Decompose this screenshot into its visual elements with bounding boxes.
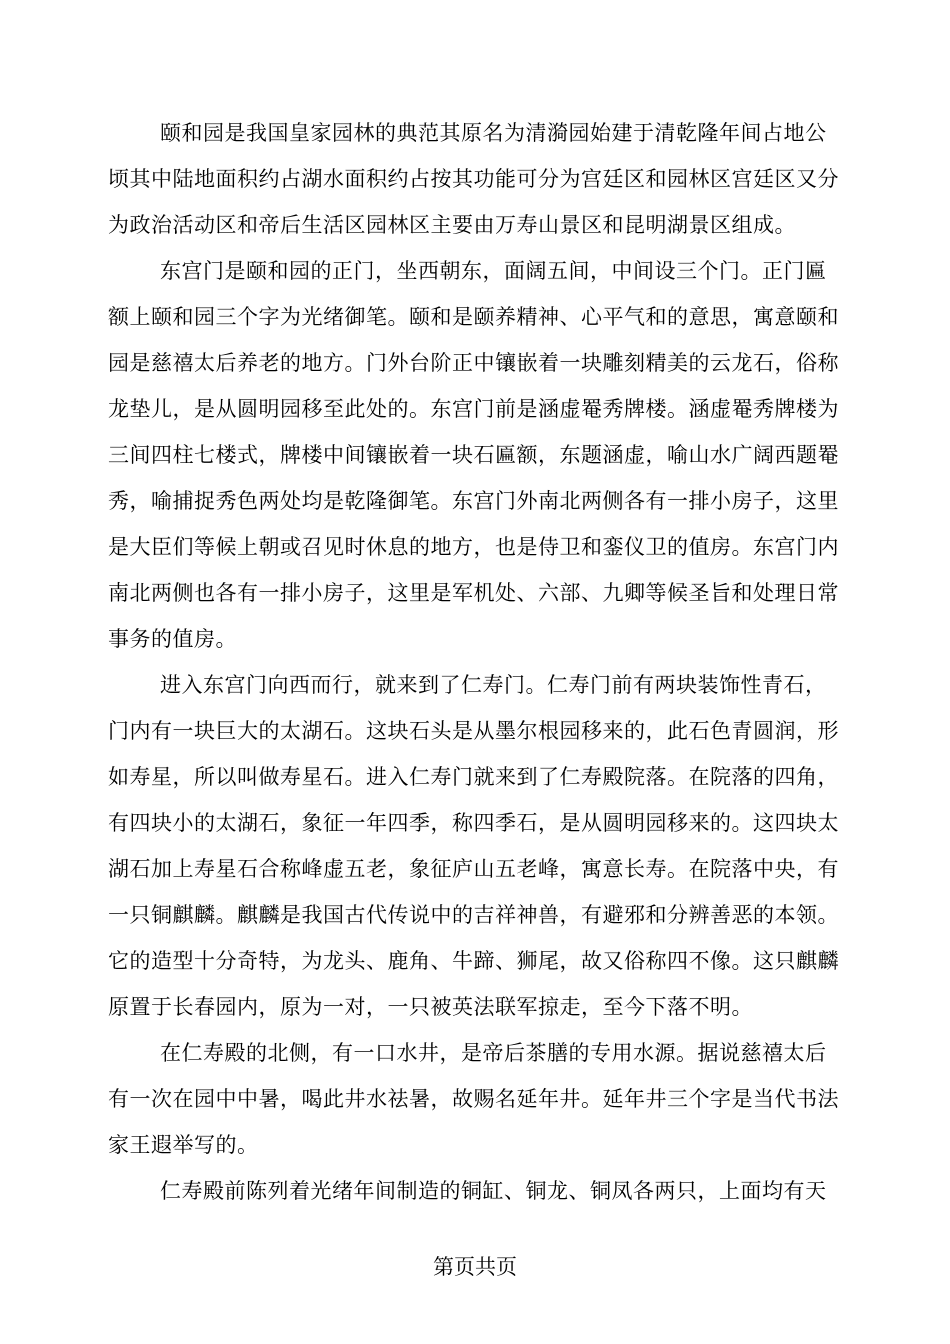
text-line: 园是慈禧太后养老的地方。门外台阶正中镶嵌着一块雕刻精美的云龙石，俗称 [108,351,839,375]
text-line: 它的造型十分奇特，为龙头、鹿角、牛蹄、狮尾，故又俗称四不像。这只麒麟 [108,949,839,973]
text-line: 颐和园是我国皇家园林的典范其原名为清漪园始建于清乾隆年间占地公 [160,121,827,145]
text-line: 门内有一块巨大的太湖石。这块石头是从墨尔根园移来的，此石色青圆润，形 [108,719,839,743]
text-line: 有四块小的太湖石，象征一年四季，称四季石，是从圆明园移来的。这四块太 [108,811,839,835]
text-line: 家王遐举写的。 [108,1133,259,1157]
paragraph-2 [108,248,838,662]
page-footer: 第页共页 [433,1255,517,1279]
text-line: 是大臣们等候上朝或召见时休息的地方，也是侍卫和銮仪卫的值房。东宫门内 [108,535,839,559]
text-line: 龙垫儿，是从圆明园移至此处的。东宫门前是涵虚罨秀牌楼。涵虚罨秀牌楼为 [108,397,839,421]
text-line: 额上颐和园三个字为光绪御笔。颐和是颐养精神、心平气和的意思，寓意颐和 [108,305,839,329]
text-line: 东宫门是颐和园的正门，坐西朝东，面阔五间，中间设三个门。正门匾 [160,259,827,283]
document-body [108,110,838,1214]
text-line: 为政治活动区和帝后生活区园林区主要由万寿山景区和昆明湖景区组成。 [108,213,796,237]
text-line: 如寿星，所以叫做寿星石。进入仁寿门就来到了仁寿殿院落。在院落的四角， [108,765,839,789]
text-line: 事务的值房。 [108,627,237,651]
text-line: 原置于长春园内，原为一对，一只被英法联军掠走，至今下落不明。 [108,995,753,1019]
text-line: 有一次在园中中暑，喝此井水祛暑，故赐名延年井。延年井三个字是当代书法 [108,1087,839,1111]
paragraph-1 [108,110,838,248]
paragraph-4 [108,1030,838,1168]
text-line: 秀，喻捕捉秀色两处均是乾隆御笔。东宫门外南北两侧各有一排小房子，这里 [108,489,839,513]
text-line: 仁寿殿前陈列着光绪年间制造的铜缸、铜龙、铜凤各两只，上面均有天 [160,1179,827,1203]
paragraph-5 [108,1168,838,1214]
text-line: 顷其中陆地面积约占湖水面积约占按其功能可分为宫廷区和园林区宫廷区又分 [108,167,839,191]
text-line: 南北两侧也各有一排小房子，这里是军机处、六部、九卿等候圣旨和处理日常 [108,581,839,605]
text-line: 一只铜麒麟。麒麟是我国古代传说中的吉祥神兽，有避邪和分辨善恶的本领。 [108,903,839,927]
text-line: 湖石加上寿星石合称峰虚五老，象征庐山五老峰，寓意长寿。在院落中央，有 [108,857,839,881]
text-line: 三间四柱七楼式，牌楼中间镶嵌着一块石匾额，东题涵虚，喻山水广阔西题罨 [108,443,839,467]
text-line: 在仁寿殿的北侧，有一口水井，是帝后茶膳的专用水源。据说慈禧太后 [160,1041,827,1065]
paragraph-3 [108,662,838,1030]
text-line: 进入东宫门向西而行，就来到了仁寿门。仁寿门前有两块装饰性青石， [160,673,827,697]
